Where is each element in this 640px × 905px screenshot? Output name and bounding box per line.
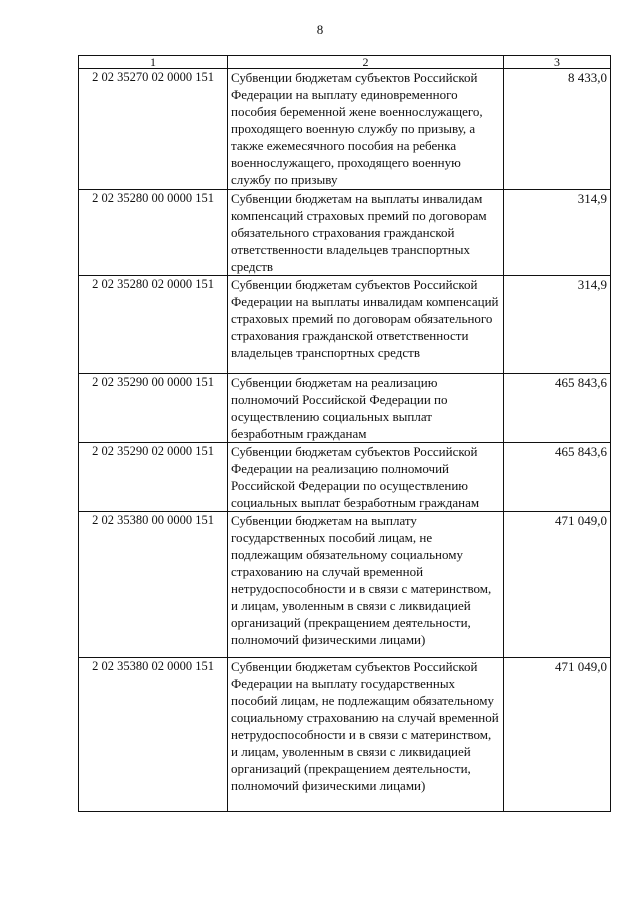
- row-amount: 8 433,0: [504, 69, 611, 190]
- row-name: Субвенции бюджетам субъектов Российской Федерации на выплаты инвалидам компенсаций страховых премий по договорам обязательного страхования гражданской ответственности владельцев транспортных средств: [228, 276, 504, 374]
- table-row: [79, 374, 611, 443]
- row-amount: 465 843,6: [504, 443, 611, 512]
- row-name: Субвенции бюджетам на выплату государственных пособий лицам, не подлежащим обязательному социальному страхованию на случай временной нетрудоспособности и в связи с материнством, и лицам, уволенным в связи с ликвидацией организаций (прекращением деятельности, полномочий физическими лицами): [228, 512, 504, 658]
- row-code: 2 02 35380 00 0000 151: [79, 512, 228, 658]
- table-row: [79, 190, 611, 276]
- row-amount: 465 843,6: [504, 374, 611, 443]
- row-code: 2 02 35380 02 0000 151: [79, 658, 228, 812]
- table-header-row: [79, 56, 611, 69]
- row-code: 2 02 35280 00 0000 151: [79, 190, 228, 276]
- row-amount: 314,9: [504, 190, 611, 276]
- table-row: [79, 512, 611, 658]
- column-header-code: 1: [79, 56, 228, 69]
- row-name: Субвенции бюджетам на реализацию полномочий Российской Федерации по осуществлению социальных выплат безработным гражданам: [228, 374, 504, 443]
- row-amount: 471 049,0: [504, 512, 611, 658]
- row-code: 2 02 35290 00 0000 151: [79, 374, 228, 443]
- row-amount: 314,9: [504, 276, 611, 374]
- row-code: 2 02 35270 02 0000 151: [79, 69, 228, 190]
- table-row: [79, 443, 611, 512]
- table-row: [79, 276, 611, 374]
- budget-table: [78, 55, 611, 812]
- row-name: Субвенции бюджетам на выплаты инвалидам компенсаций страховых премий по договорам обязательного страхования гражданской ответственности владельцев транспортных средств: [228, 190, 504, 276]
- column-header-name: 2: [228, 56, 504, 69]
- table-row: [79, 658, 611, 812]
- page-number: 8: [316, 22, 324, 37]
- row-code: 2 02 35280 02 0000 151: [79, 276, 228, 374]
- row-name: Субвенции бюджетам субъектов Российской Федерации на реализацию полномочий Российской Федерации по осуществлению социальных выплат безработным гражданам: [228, 443, 504, 512]
- row-name: Субвенции бюджетам субъектов Российской Федерации на выплату единовременного пособия беременной жене военнослужащего, проходящего военную службу по призыву, а также ежемесячного пособия на ребенка военнослужащего, проходящего военную службу по призыву: [228, 69, 504, 190]
- row-amount: 471 049,0: [504, 658, 611, 812]
- column-header-amount: 3: [504, 56, 611, 69]
- row-name: Субвенции бюджетам субъектов Российской Федерации на выплату государственных пособий лицам, не подлежащим обязательному социальному страхованию на случай временной нетрудоспособности и в связи с материнством, и лицам, уволенным в связи с ликвидацией организаций (прекращением деятельности, полномочий физическими лицами): [228, 658, 504, 812]
- table-row: [79, 69, 611, 190]
- row-code: 2 02 35290 02 0000 151: [79, 443, 228, 512]
